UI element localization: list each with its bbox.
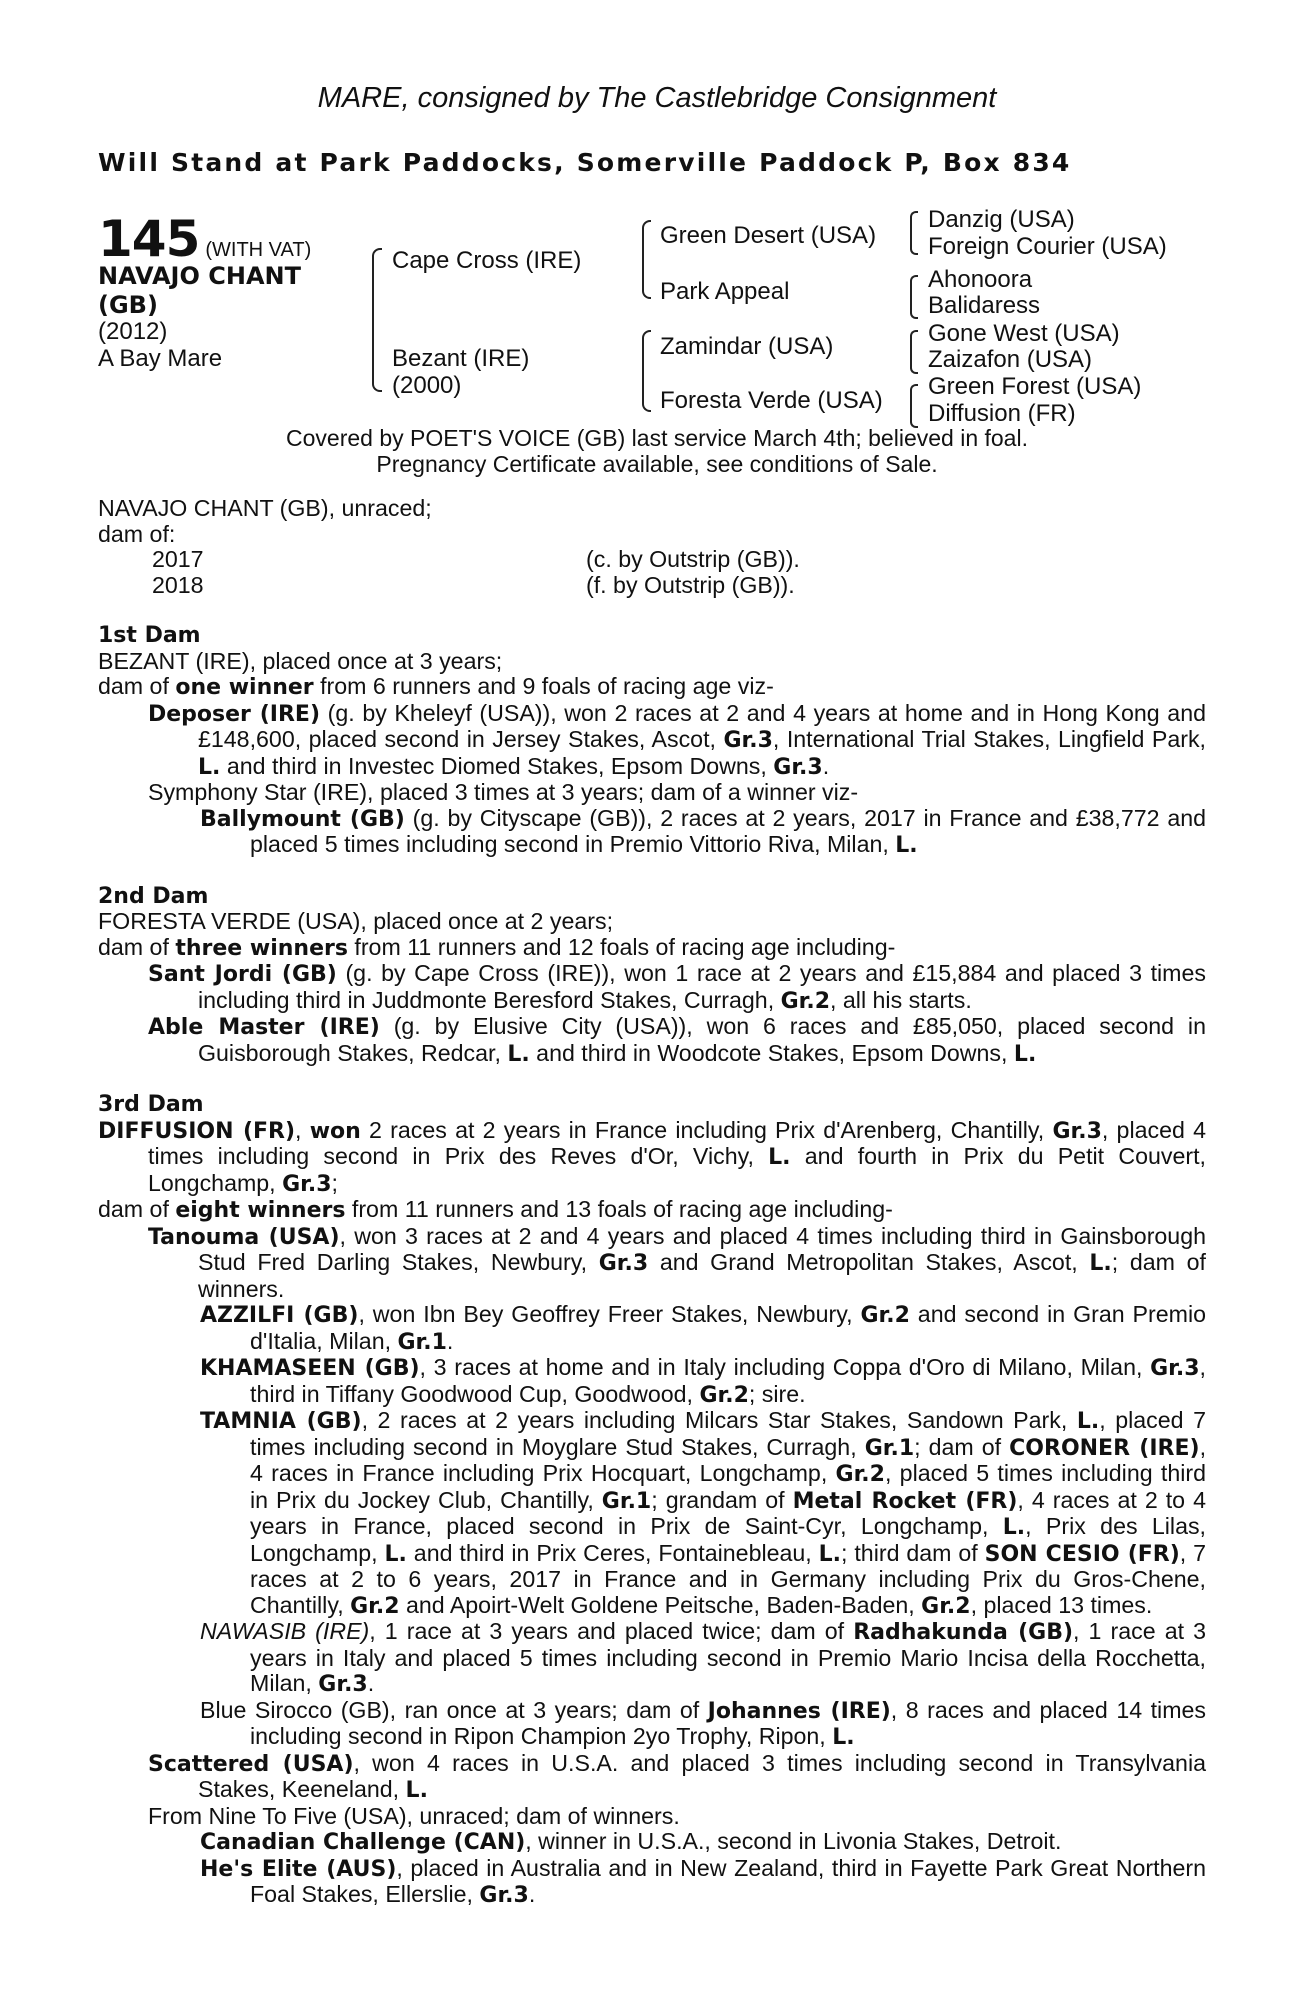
first-dam-heading: 1st Dam [98,623,201,648]
third-dam-entry: Blue Sirocco (GB), ran once at 3 years; dam of Johannes (IRE), 8 races and placed 14 times including second in Ripon Champion 2yo Trophy, Ripon, L. [200,1696,1206,1750]
first-dam-entry: Symphony Star (IRE), placed 3 times at 3 years; dam of a winner viz- [148,779,859,805]
pedigree-brace-g3 [910,330,918,374]
pedigree-brace-dam [642,330,651,412]
third-dam-entry: AZZILFI (GB), won Ibn Bey Geoffrey Freer Stakes, Newbury, Gr.2 and second in Gran Premio d'Italia, Milan, Gr.1. [200,1301,1206,1355]
third-dam-entry: TAMNIA (GB), 2 races at 2 years including Milcars Star Stakes, Sandown Park, L., placed 7 times including second in Moyglare Stud Stakes, Curragh, Gr.1; dam of CORONER (IRE), 4 races in France including Prix Hocquart, Longchamp, Gr.2, placed 5 times including third in Prix du Jockey Club, Chantilly, Gr.1; grandam of Metal Rocket (FR), 4 races at 2 to 4 years in France, placed second in Prix de Saint-Cyr, Longchamp, L., Prix des Lilas, Longchamp, L. and third in Prix Ceres, Fontainebleau, L.; third dam of SON CESIO (FR), 7 races at 2 to 6 years, 2017 in France and in Germany including Prix du Gros-Chene, Chantilly, Gr.2 and Apoirt-Welt Goldene Peitsche, Baden-Baden, Gr.2, placed 13 times. [200,1407,1207,1619]
gs-7: Green Forest (USA) [928,373,1142,400]
gs-6: Zaizafon (USA) [928,346,1093,373]
produce-record [98,496,1206,1909]
horse-name-line2: (GB) [98,291,158,319]
horse-description: A Bay Mare [98,345,223,372]
first-dam-line: BEZANT (IRE), placed once at 3 years; [98,647,503,674]
pedigree-brace-g1 [910,211,918,255]
dam-dam: Foresta Verde (USA) [660,387,883,414]
third-dam-summary: dam of eight winners from 11 runners and 13 foals of racing age including- [98,1196,893,1223]
horse-name [98,262,358,320]
covered-line1: Covered by POET'S VOICE (GB) last service March 4th; believed in foal. [286,425,1028,451]
produce-row [98,573,1206,599]
produce-year: 2017 [152,546,204,572]
pedigree-brace-main [372,248,382,392]
produce-intro: NAVAJO CHANT (GB), unraced; [98,495,432,521]
first-dam-entry: Deposer (IRE) (g. by Kheleyf (USA)), won 2 races at 2 and 4 years at home and in Hong Kong and £148,600, placed second in Jersey Stakes, Ascot, Gr.3, International Trial Stakes, Lingfield Park, L. and third in Investec Diomed Stakes, Epsom Downs, Gr.3. [148,699,1206,780]
second-dam-line: FORESTA VERDE (USA), placed once at 2 years; [98,908,614,934]
third-dam-entry: Scattered (USA), won 4 races in U.S.A. and placed 3 times including second in Transylvania Stakes, Keeneland, L. [148,1749,1206,1803]
third-dam-entry: Canadian Challenge (CAN), winner in U.S.A., second in Livonia Stakes, Detroit. [200,1828,1062,1855]
covered-line2: Pregnancy Certificate available, see conditions of Sale. [376,451,938,477]
pedigree-brace-sire [642,220,651,299]
third-dam-line: DIFFUSION (FR), won 2 races at 2 years in France including Prix d'Arenberg, Chantilly, Gr.3, placed 4 times including second in Prix des Reves d'Or, Vichy, L. and fourth in Prix du Petit Couvert, Longchamp, Gr.3; [98,1116,1206,1197]
produce-year: 2018 [152,571,204,598]
horse-meta [98,318,222,372]
gs-5: Gone West (USA) [928,320,1120,347]
first-dam-entry: Ballymount (GB) (g. by Cityscape (GB)), 2 races at 2 years, 2017 in France and £38,772 and placed 5 times including second in Premio Vittorio Riva, Milan, L. [200,804,1207,858]
stand-location: Will Stand at Park Paddocks, Somerville Paddock P, Box 834 [98,148,1072,177]
third-dam-entry: From Nine To Five (USA), unraced; dam of winners. [148,1802,680,1829]
second-dam-heading: 2nd Dam [98,883,209,909]
gs-3: Ahonoora [928,266,1033,293]
gs-4: Balidaress [928,292,1041,319]
gs-2: Foreign Courier (USA) [928,233,1167,260]
covered-note [0,425,1314,477]
sire: Cape Cross (IRE) [392,247,582,274]
second-dam-summary: dam of three winners from 11 runners and 12 foals of racing age including- [98,933,896,961]
second-dam-entry: Able Master (IRE) (g. by Elusive City (USA)), won 6 races and £85,050, placed second in Guisborough Stakes, Redcar, L. and third in Woodcote Stakes, Epsom Downs, L. [148,1013,1206,1067]
pedigree-brace-g2 [910,275,918,319]
lot-header [98,210,311,268]
horse-name-line1: NAVAJO CHANT [98,262,301,290]
dam-sire: Zamindar (USA) [660,333,834,360]
second-dam-entry: Sant Jordi (GB) (g. by Cape Cross (IRE)), won 1 race at 2 years and £15,884 and placed 3 times including third in Juddmonte Beresford Stakes, Curragh, Gr.2, all his starts. [148,960,1206,1014]
produce-note: (f. by Outstrip (GB)). [586,571,795,598]
sire-sire: Green Desert (USA) [660,222,877,249]
third-dam-entry: NAWASIB (IRE), 1 race at 3 years and placed twice; dam of Radhakunda (GB), 1 race at 3 years in Italy and placed 5 times including second in Premio Mario Incisa della Rocchetta, Milan, Gr.3. [200,1618,1207,1697]
first-dam-summary: dam of one winner from 6 runners and 9 foals of racing age viz- [98,673,774,700]
gs-8: Diffusion (FR) [928,400,1076,427]
third-dam-heading: 3rd Dam [98,1092,204,1117]
horse-year: (2012) [98,318,168,345]
sire-dam: Park Appeal [660,278,790,305]
lot-number: 145 [98,210,200,268]
dam-year: (2000) [392,372,462,399]
consignor-title: MARE, consigned by The Castlebridge Consignment [317,82,997,114]
third-dam-entry: Tanouma (USA), won 3 races at 2 and 4 years and placed 4 times including third in Gainsborough Stud Fred Darling Stakes, Newbury, Gr.3 and Grand Metropolitan Stakes, Ascot, L.; dam of winners. [148,1222,1206,1302]
dam: Bezant (IRE) [392,345,530,372]
third-dam-entry: He's Elite (AUS), placed in Australia and in New Zealand, third in Fayette Park Great Northern Foal Stakes, Ellerslie, Gr.3. [200,1854,1206,1908]
vat-note: (WITH VAT) [205,239,312,261]
third-dam-entry: KHAMASEEN (GB), 3 races at home and in Italy including Coppa d'Oro di Milano, Milan, Gr.3, third in Tiffany Goodwood Cup, Goodwood, Gr.2; sire. [200,1354,1206,1408]
gs-1: Danzig (USA) [928,206,1075,233]
pedigree-brace-g4 [910,384,918,428]
produce-note: (c. by Outstrip (GB)). [586,546,800,572]
produce-row [98,547,1206,573]
produce-dam-of: dam of: [98,520,176,547]
